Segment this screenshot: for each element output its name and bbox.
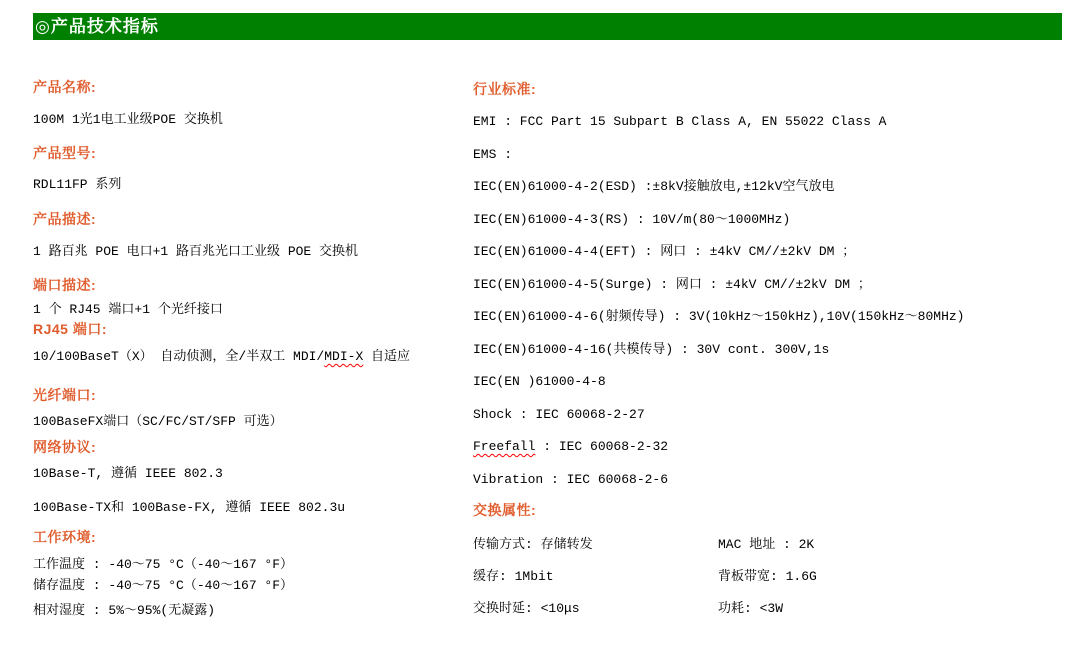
fiber-port-value: 100BaseFX端口（SC/FC/ST/SFP 可选） [33, 414, 283, 429]
working-environment-heading: 工作环境: [33, 529, 97, 545]
product-description-value: 1 路百兆 POE 电口+1 路百兆光口工业级 POE 交换机 [33, 244, 359, 259]
switch-properties-row [473, 568, 1065, 585]
product-model-value: RDL11FP 系列 [33, 177, 122, 192]
product-name-value: 100M 1光1电工业级POE 交换机 [33, 112, 223, 127]
industry-standards-heading: 行业标准: [473, 81, 537, 97]
port-description-value: 1 个 RJ45 端口+1 个光纤接口 [33, 302, 223, 317]
freefall-text-post: : IEC 60068-2-32 [535, 439, 669, 454]
switch-properties-row [473, 536, 1065, 553]
storage-temperature-line: 储存温度 : -40～75 °C（-40～167 °F） [33, 578, 294, 593]
iec-common-mode-line: IEC(EN)61000-4-16(共模传导) : 30V cont. 300V,1s [473, 342, 830, 357]
fiber-port-heading: 光纤端口: [33, 387, 97, 403]
vibration-line: Vibration : IEC 60068-2-6 [473, 472, 669, 487]
rj45-port-heading: RJ45 端口: [33, 321, 108, 337]
iec-rf-conduction-line: IEC(EN)61000-4-6(射频传导) : 3V(10kHz～150kHz),10V(150kHz～80MHz) [473, 309, 965, 324]
product-model-heading: 产品型号: [33, 145, 97, 161]
relative-humidity-line: 相对湿度 : 5%～95%(无凝露) [33, 603, 216, 618]
rj45-port-value [33, 348, 410, 365]
port-description-heading: 端口描述: [33, 277, 97, 293]
iec-esd-line: IEC(EN)61000-4-2(ESD) :±8kV接触放电,±12kV空气放电 [473, 179, 835, 194]
network-protocol-heading: 网络协议: [33, 439, 97, 455]
transmission-mode-value: 传输方式: 存储转发 [473, 537, 593, 552]
ems-line: EMS : [473, 147, 513, 162]
switch-properties-heading: 交换属性: [473, 502, 537, 518]
shock-line: Shock : IEC 60068-2-27 [473, 407, 645, 422]
right-column [473, 0, 1065, 649]
product-description-heading: 产品描述: [33, 211, 97, 227]
rj45-text-misspelled: MDI-X [324, 349, 364, 364]
mac-address-value: MAC 地址 : 2K [718, 537, 815, 552]
protocol-100base-line: 100Base-TX和 100Base-FX, 遵循 IEEE 802.3u [33, 500, 346, 515]
power-consumption-value: 功耗: <3W [718, 601, 784, 616]
rj45-text-pre: 10/100BaseT（X） 自动侦测，全/半双工 MDI/ [33, 349, 325, 364]
buffer-value: 缓存: 1Mbit [473, 569, 554, 584]
left-column [33, 0, 465, 649]
protocol-10base-line: 10Base-T, 遵循 IEEE 802.3 [33, 466, 223, 481]
iec-61000-4-8-line: IEC(EN )61000-4-8 [473, 374, 606, 389]
freefall-misspelled: Freefall [473, 439, 536, 454]
iec-surge-line: IEC(EN)61000-4-5(Surge) : 网口 : ±4kV CM//±2kV DM ； [473, 277, 871, 292]
iec-eft-line: IEC(EN)61000-4-4(EFT) : 网口 : ±4kV CM//±2kV DM ； [473, 244, 856, 259]
rj45-text-post: 自适应 [363, 349, 411, 364]
switch-latency-value: 交换时延: <10μs [473, 601, 580, 616]
page-title: ◎产品技术指标 [35, 17, 159, 36]
working-temperature-line: 工作温度 : -40～75 °C（-40～167 °F） [33, 557, 294, 572]
product-name-heading: 产品名称: [33, 79, 97, 95]
freefall-line [473, 438, 668, 455]
emi-line: EMI : FCC Part 15 Subpart B Class A, EN 55022 Class A [473, 114, 887, 129]
backplane-bandwidth-value: 背板带宽: 1.6G [718, 569, 817, 584]
iec-rs-line: IEC(EN)61000-4-3(RS) : 10V/m(80～1000MHz) [473, 212, 791, 227]
switch-properties-row [473, 600, 1065, 617]
